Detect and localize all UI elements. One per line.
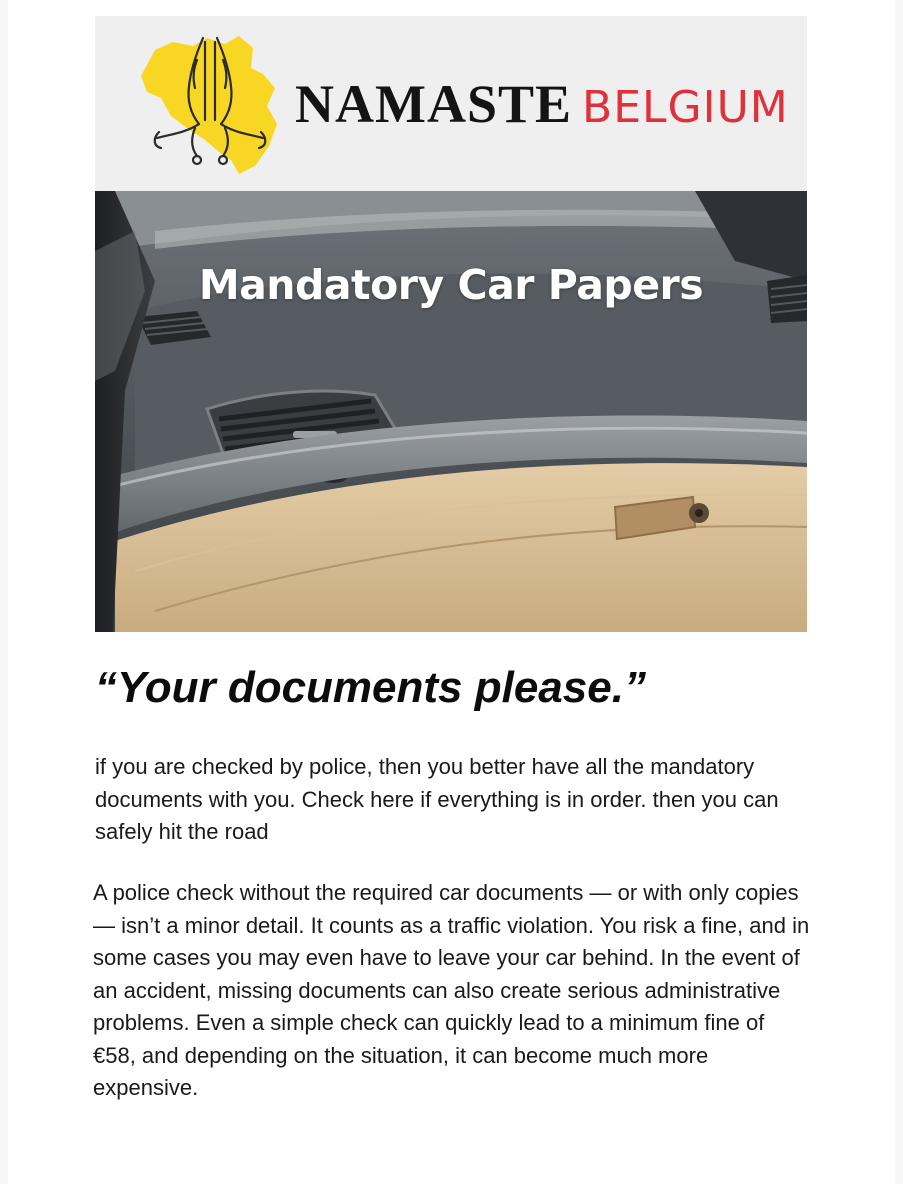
article-headline: “Your documents please.”	[95, 663, 646, 712]
intro-paragraph: if you are checked by police, then you better have all the mandatory documents with you. Check here if everything is in order. then you can safely hit the road	[95, 754, 779, 844]
brand-primary: NAMASTE	[295, 74, 573, 134]
brand-secondary: BELGIUM	[582, 82, 789, 133]
body-paragraph: A police check without the required car documents — or with only copies — isn’t a minor detail. It counts as a traffic violation. You risk a fine, and in some cases you may even have to leave your car behind. In the event of an accident, missing documents can also create serious administrative problems. Even a simple check can quickly lead to a minimum fine of €58, and depending on the situation, it can become much more expensive.	[93, 880, 810, 1100]
hero-image	[95, 191, 807, 632]
site-header	[95, 16, 807, 191]
brand-logo-text	[295, 74, 789, 138]
car-dashboard-illustration	[95, 191, 807, 632]
hero-title: Mandatory Car Papers	[198, 261, 704, 309]
belgium-map-praying-hands-icon	[135, 28, 285, 178]
